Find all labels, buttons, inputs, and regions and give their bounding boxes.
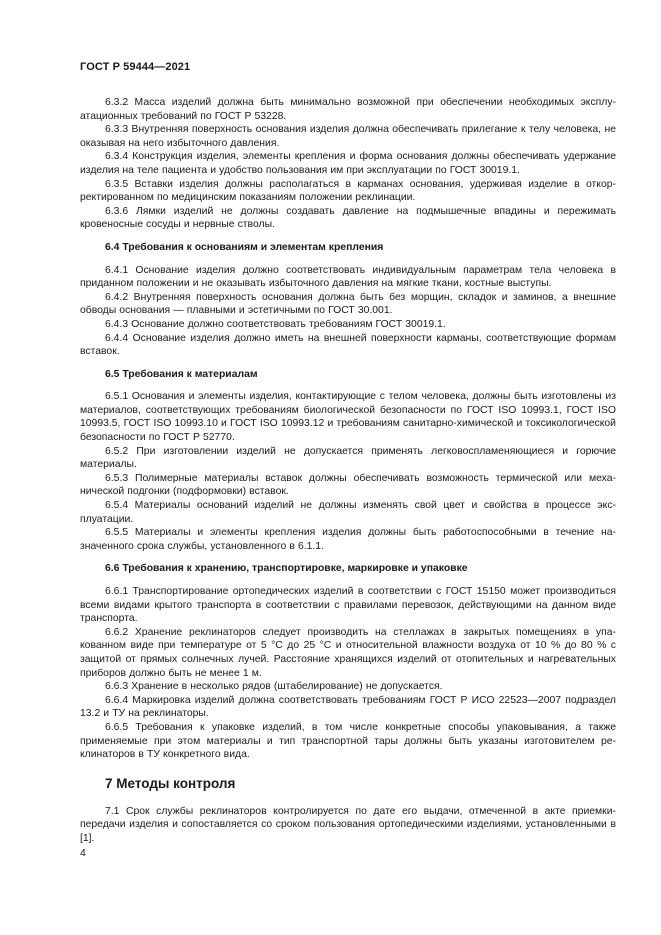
clause-6-3-5: 6.3.5 Вставки изделия должны располагаться в карманах основания, удерживая изделие в откорректированном по медицинским показаниям положении реклинации. xyxy=(80,178,616,204)
clause-6-6-5: 6.6.5 Требования к упаковке изделий, в том числе конкретные способы упаковывания, а также применяемые при этом материалы и тип транспортной тары должны быть указаны изготовителем реклинаторов в ТУ конкретного вида. xyxy=(80,721,616,761)
clause-6-3-3: 6.3.3 Внутренняя поверхность основания изделия должна обеспечивать прилегание к телу человека, не оказывая на него избыточного давления. xyxy=(80,124,616,149)
clause-6-5-3: 6.5.3 Полимерные материалы вставок должны обеспечивать возможность термической или механической подгонки (подформовки) вставок. xyxy=(80,472,616,498)
section-heading-6-4: 6.4 Требования к основаниям и элементам крепления xyxy=(105,241,384,253)
clause-6-6-1: 6.6.1 Транспортирование ортопедических изделий в соответствии с ГОСТ 15150 может производиться всеми видами крытого транспорта в соответствии с правилами перевозок, действующими на данном виде транспорта. xyxy=(80,586,616,625)
clause-6-5-1: 6.5.1 Основания и элементы изделия, контактирующие с телом человека, должны быть изготовлены из материалов, соответствующих требованиям биологической безопасности по ГОСТ ISO 10993.1, ГОСТ ISO 10993.5, ГОСТ ISO 10993.10 и ГОСТ ISO 10993.12 и требованиям санитарно-химической и токсикологической безопасности по ГОСТ Р 52770. xyxy=(80,391,616,444)
clause-6-6-3: 6.6.3 Хранение в несколько рядов (штабелирование) не допускается. xyxy=(105,681,443,693)
document-header: ГОСТ Р 59444—2021 xyxy=(80,61,191,73)
document-body xyxy=(80,96,616,846)
section-heading-6-5: 6.5 Требования к материалам xyxy=(105,368,258,380)
page-number: 4 xyxy=(80,848,86,859)
clause-6-6-4: 6.6.4 Маркировка изделий должна соответствовать требованиям ГОСТ Р ИСО 22523—2007 подраздел 13.2 и ТУ на реклинаторы. xyxy=(80,694,616,720)
clause-6-5-4: 6.5.4 Материалы оснований изделий не должны изменять свой цвет и свойства в процессе эксплуатации. xyxy=(80,500,616,525)
clause-6-5-2: 6.5.2 При изготовлении изделий не допускается применять легковоспламеняющиеся и горючие материалы. xyxy=(80,445,616,471)
clause-6-3-6: 6.3.6 Лямки изделий не должны создавать давление на подмышечные впадины и пережимать кровеносные сосуды и нервные стволы. xyxy=(80,205,616,231)
clause-6-3-4: 6.3.4 Конструкция изделия, элементы крепления и форма основания должны обеспечивать удержание изделия на теле пациента и удобство пользования им при эксплуатации по ГОСТ 30019.1. xyxy=(80,151,616,176)
clause-6-3-2: 6.3.2 Масса изделий должна быть минимально возможной при обеспечении необходимых эксплуатационных требований по ГОСТ Р 53228. xyxy=(80,97,616,122)
section-heading-6-6: 6.6 Требования к хранению, транспортировке, маркировке и упаковке xyxy=(105,563,468,575)
section-heading-7: 7 Методы контроля xyxy=(105,775,236,791)
clause-6-4-3: 6.4.3 Основание должно соответствовать требованиям ГОСТ 30019.1. xyxy=(105,318,446,330)
clause-6-5-5: 6.5.5 Материалы и элементы крепления изделия должны быть работоспособными в течение назначенного срока службы, установленного в 6.1.1. xyxy=(80,527,616,552)
clause-6-6-2: 6.6.2 Хранение реклинаторов следует производить на стеллажах в закрытых помещениях в упакованном виде при температуре от 5 °С до 25 °С и относительной влажности воздуха от 10 % до 80 % с защитой от прямых солнечных лучей. Расстояние хранящихся изделий от отопительных и нагревательных приборов должно быть не менее 1 м. xyxy=(80,626,616,679)
clause-6-4-2: 6.4.2 Внутренняя поверхность основания должна быть без морщин, складок и заминов, а внешние обводы основания — плавными и эстетичными по ГОСТ 30.001. xyxy=(80,291,616,317)
clause-7-1: 7.1 Срок службы реклинаторов контролируется по дате его выдачи, отмеченной в акте приемки-передачи изделия и сопоставляется со сроком пользования ортопедическими изделиями, установленными в [1]. xyxy=(80,805,616,844)
clause-6-4-1: 6.4.1 Основание изделия должно соответствовать индивидуальным параметрам тела человека в приданном положении и не оказывать избыточного давления на мягкие ткани, костные выступы. xyxy=(80,264,616,290)
clause-6-4-4: 6.4.4 Основание изделия должно иметь на внешней поверхности карманы, соответствующие формам вставок. xyxy=(80,332,616,358)
